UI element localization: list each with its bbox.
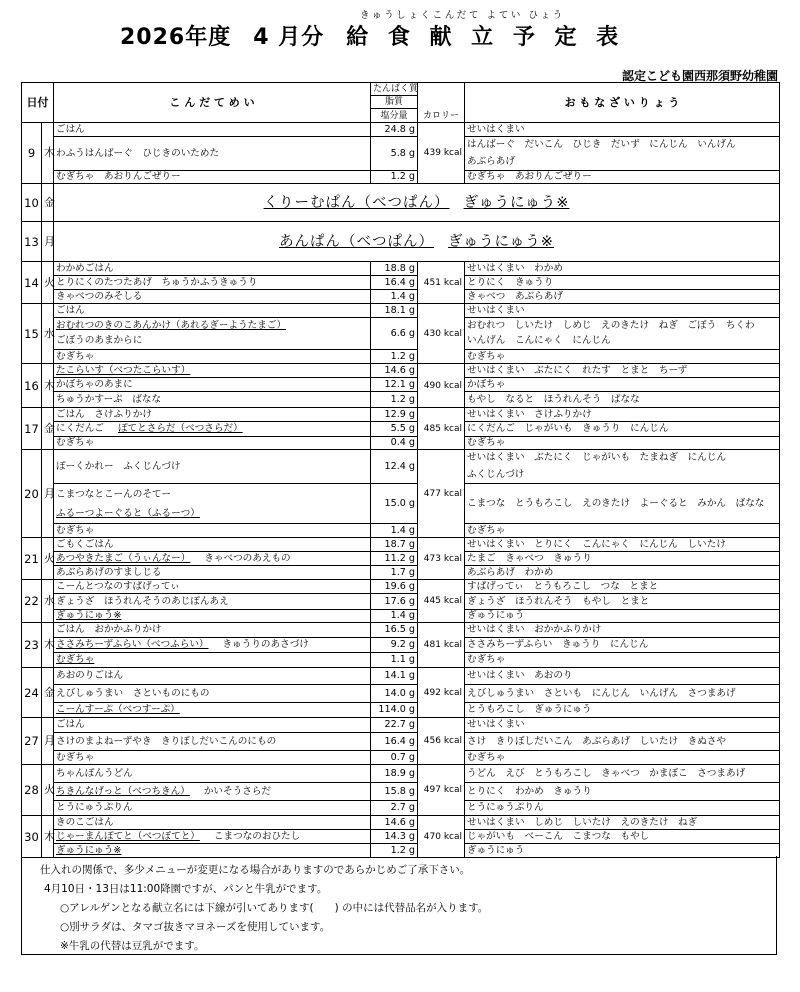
menu-item — [54, 610, 371, 623]
menu-item: ちゃんぽんうどん — [54, 765, 371, 783]
nutrition-value: 18.8 g — [371, 262, 418, 276]
school-name: 認定こども園西那須野幼稚園 — [621, 69, 778, 83]
ingredient-item: むぎちゃ あおりんごぜりー — [465, 171, 780, 184]
menu-item: こまつなとこーんのそてー — [54, 484, 371, 506]
nutrition-value: 1.2 g — [371, 350, 418, 364]
header-protein: たんぱく質 — [371, 83, 418, 96]
nutrition-value: 1.7 g — [371, 566, 418, 580]
nutrition-value: 2.7 g — [371, 801, 418, 816]
calorie-value: 497 kcal — [418, 765, 465, 816]
calorie-value: 490 kcal — [418, 364, 465, 408]
menu-item: とりにくのたつたあげ ちゅうかふうきゅうり — [54, 276, 371, 290]
nutrition-value: 15.0 g — [371, 484, 418, 524]
bread-day-banner — [54, 222, 780, 262]
ingredient-item: せいはくまい — [465, 123, 780, 137]
ingredient-item: むぎちゃ — [465, 437, 780, 450]
menu-item: えびしゅうまい さといものにもの — [54, 685, 371, 703]
nutrition-value: 18.9 g — [371, 765, 418, 783]
nutrition-value: 14.0 g — [371, 685, 418, 703]
ingredient-item: じゃがいも べーこん こまつな もやし — [465, 830, 780, 844]
ingredient-item: せいはくまい — [465, 304, 780, 318]
ingredient-item: さけ きりぼしだいこん あぶらあげ しいたけ きぬさや — [465, 733, 780, 751]
nutrition-value: 0.7 g — [371, 751, 418, 765]
ingredient-item: もやし なると ほうれんそう ばなな — [465, 392, 780, 408]
nutrition-value: 14.6 g — [371, 364, 418, 378]
title-month: 4 月分 — [253, 25, 325, 50]
day-10-date: 10 — [22, 184, 42, 222]
menu-item: ごはん さけふりかけ — [54, 408, 371, 422]
calorie-value: 451 kcal — [418, 262, 465, 304]
menu-item: ちゅうかすーぷ ばなな — [54, 392, 371, 408]
menu-item: かぼちゃのあまに — [54, 378, 371, 392]
menu-item — [54, 703, 371, 718]
note-line: 4月10日・13日は11:00降園ですが、パンと牛乳がでます。 — [44, 883, 328, 895]
day-30-date: 30 — [22, 816, 42, 858]
allergen-item: ささみちーずふらい（べつふらい） — [56, 639, 209, 650]
calorie-value: 456 kcal — [418, 718, 465, 765]
nutrition-value: 1.2 g — [371, 171, 418, 184]
ingredient-item: きゃべつ あぶらあげ — [465, 290, 780, 304]
ingredient-item: にくだんご じゃがいも きゅうり にんじん — [465, 422, 780, 437]
day-15-weekday: 水 — [42, 304, 54, 364]
ingredient-item: せいはくまい — [465, 718, 780, 733]
allergen-item: ぎゅうにゅう※ — [56, 844, 122, 856]
menu-item: ごもくごはん — [54, 538, 371, 552]
ingredient-item: ぎょうざ ほうれんそう もやし とまと — [465, 594, 780, 610]
milk-item: ぎゅうにゅう※ — [463, 194, 570, 211]
day-22-weekday: 水 — [42, 580, 54, 623]
menu-item: あおのりごはん — [54, 668, 371, 685]
allergen-item: こーんすーぷ（べつすーぷ） — [56, 704, 180, 715]
menu-item — [54, 830, 371, 844]
menu-item-part: こまつなのおひたし — [213, 830, 301, 842]
nutrition-value: 11.2 g — [371, 552, 418, 566]
day-28-date: 28 — [22, 765, 42, 816]
nutrition-value: 6.6 g — [371, 318, 418, 350]
nutrition-value: 12.4 g — [371, 450, 418, 484]
calorie-value: 439 kcal — [418, 123, 465, 184]
calorie-value: 492 kcal — [418, 668, 465, 718]
header-calorie: カロリー — [418, 83, 465, 123]
ingredient-item: えびしゅうまい さといも にんじん いんげん さつまあげ — [465, 685, 780, 703]
ingredient-item: あぶらあげ — [465, 154, 780, 171]
ingredient-item: たまご きゃべつ きゅうり — [465, 552, 780, 566]
nutrition-value: 18.7 g — [371, 538, 418, 552]
nutrition-value: 16.5 g — [371, 623, 418, 638]
nutrition-value: 5.5 g — [371, 422, 418, 437]
menu-item: わかめごはん — [54, 262, 371, 276]
nutrition-value: 9.2 g — [371, 638, 418, 653]
day-10-weekday: 金 — [42, 184, 54, 222]
nutrition-value: 12.1 g — [371, 378, 418, 392]
menu-item — [54, 653, 371, 668]
menu-item: さけのまよねーずやき きりぼしだいこんのにもの — [54, 733, 371, 751]
menu-item-part: きゃべつのあえもの — [204, 552, 291, 564]
menu-item: ぽーくかれー ふくじんづけ — [54, 450, 371, 484]
nutrition-value: 12.9 g — [371, 408, 418, 422]
calorie-value: 445 kcal — [418, 580, 465, 623]
nutrition-value: 18.1 g — [371, 304, 418, 318]
calorie-value: 477 kcal — [418, 450, 465, 538]
ingredient-item: おむれつ しいたけ しめじ えのきたけ ねぎ ごぼう ちくわ — [465, 318, 780, 334]
ingredient-item: とりにく わかめ きゅうり — [465, 783, 780, 801]
ingredient-item: とうにゅうぷりん — [465, 801, 780, 816]
allergen-item: おむれつのきのこあんかけ（あれるぎーようたまご） — [56, 319, 287, 331]
ingredient-item: むぎちゃ — [465, 350, 780, 364]
menu-item: きのこごはん — [54, 816, 371, 830]
nutrition-value: 16.4 g — [371, 276, 418, 290]
day-22-date: 22 — [22, 580, 42, 623]
title-ruby: きゅうしょくこんだて よてい ひょう — [360, 10, 565, 21]
nutrition-value: 0.4 g — [371, 437, 418, 450]
allergen-item: ぎゅうにゅう※ — [56, 610, 122, 621]
menu-item: むぎちゃ — [54, 437, 371, 450]
ingredient-item: せいはくまい さけふりかけ — [465, 408, 780, 422]
note-line: ○アレルゲンとなる献立名には下線が引いてあります( ) の中には代替品名が入ります。 — [60, 902, 489, 914]
ingredient-item: むぎちゃ — [465, 524, 780, 538]
allergen-item: じゃーまんぽてと（べつぽてと） — [56, 830, 200, 842]
nutrition-value: 22.7 g — [371, 718, 418, 733]
page-title — [120, 20, 624, 51]
day-16-weekday: 木 — [42, 364, 54, 408]
day-24-date: 24 — [22, 668, 42, 718]
nutrition-value: 1.4 g — [371, 290, 418, 304]
menu-table — [21, 82, 780, 858]
ingredient-item: むぎちゃ — [465, 653, 780, 668]
menu-item: きゃべつのみそしる — [54, 290, 371, 304]
menu-item-part: かいそうさらだ — [203, 785, 271, 797]
nutrition-value: 14.3 g — [371, 830, 418, 844]
allergen-item: ぽてとさらだ（べつさらだ） — [117, 423, 243, 434]
ingredient-item: すぱげってぃ とうもろこし つな とまと — [465, 580, 780, 594]
day-21-date: 21 — [22, 538, 42, 580]
menu-item: むぎちゃ — [54, 524, 371, 538]
nutrition-value: 1.2 g — [371, 392, 418, 408]
note-line: ○別サラダは、タマゴ抜きマヨネーズを使用しています。 — [60, 921, 331, 933]
day-30-weekday: 木 — [42, 816, 54, 858]
ingredient-item: はんばーぐ だいこん ひじき だいず にんじん いんげん — [465, 137, 780, 154]
menu-item-part: にくだんご — [56, 423, 104, 434]
day-21-weekday: 火 — [42, 538, 54, 580]
day-27-date: 27 — [22, 718, 42, 765]
calorie-value: 485 kcal — [418, 408, 465, 450]
menu-item: とうにゅうぷりん — [54, 801, 371, 816]
ingredient-item: せいはくまい しめじ しいたけ えのきたけ ねぎ — [465, 816, 780, 830]
allergen-item: ふるーつよーぐると（ふるーつ） — [56, 508, 200, 520]
calorie-value: 481 kcal — [418, 623, 465, 668]
ingredient-item: せいはくまい おかかふりかけ — [465, 623, 780, 638]
note-line: 仕入れの関係で、多少メニューが変更になる場合がありますのであらかじめご了承下さい。 — [40, 864, 471, 876]
allergen-item: たこらいす（べつたこらいす） — [56, 364, 191, 376]
header-ingredients: お も な ざ い り ょ う — [465, 83, 780, 123]
header-salt: 塩分量 — [371, 109, 418, 123]
ingredient-item: せいはくまい ぶたにく じゃがいも たまねぎ にんじん — [465, 450, 780, 467]
nutrition-value: 1.1 g — [371, 653, 418, 668]
day-13-weekday: 月 — [42, 222, 54, 262]
menu-item: むぎちゃ — [54, 751, 371, 765]
ingredient-item: せいはくまい ぶたにく れたす とまと ちーず — [465, 364, 780, 378]
menu-item: ごぼうのあまからに — [54, 334, 371, 350]
ingredient-item: ぎゅうにゅう — [465, 844, 780, 858]
ingredient-item: せいはくまい あおのり — [465, 668, 780, 685]
nutrition-value: 1.2 g — [371, 844, 418, 858]
day-9-date: 9 — [22, 123, 42, 184]
nutrition-value: 14.6 g — [371, 816, 418, 830]
nutrition-value: 14.1 g — [371, 668, 418, 685]
header-menu: こ ん だ て め い — [54, 83, 371, 123]
calorie-value: 470 kcal — [418, 816, 465, 858]
menu-item: わふうはんばーぐ ひじきのいためた — [54, 137, 371, 171]
ingredient-item: とうもろこし ぎゅうにゅう — [465, 703, 780, 718]
nutrition-value: 5.8 g — [371, 137, 418, 171]
day-16-date: 16 — [22, 364, 42, 408]
calorie-value: 430 kcal — [418, 304, 465, 364]
day-9-weekday: 木 — [42, 123, 54, 184]
menu-item — [54, 783, 371, 801]
ingredient-item: いんげん こんにゃく にんじん — [465, 334, 780, 350]
day-20-weekday: 月 — [42, 450, 54, 538]
day-14-date: 14 — [22, 262, 42, 304]
nutrition-value: 15.8 g — [371, 783, 418, 801]
ingredient-item: とりにく きゅうり — [465, 276, 780, 290]
menu-item — [54, 364, 371, 378]
day-17-date: 17 — [22, 408, 42, 450]
day-23-weekday: 木 — [42, 623, 54, 668]
nutrition-value: 1.4 g — [371, 610, 418, 623]
notes-box — [21, 856, 777, 955]
menu-item — [54, 552, 371, 566]
header-date: 日付 — [22, 83, 54, 123]
menu-item: ごはん おかかふりかけ — [54, 623, 371, 638]
menu-item: ごはん — [54, 304, 371, 318]
ingredient-item: うどん えび とうもろこし きゃべつ かまぼこ さつまあげ — [465, 765, 780, 783]
ingredient-item: ふくじんづけ — [465, 467, 780, 484]
day-13-date: 13 — [22, 222, 42, 262]
day-20-date: 20 — [22, 450, 42, 538]
calorie-value: 473 kcal — [418, 538, 465, 580]
ingredient-item: かぼちゃ — [465, 378, 780, 392]
bread-day-banner — [54, 184, 780, 222]
nutrition-value: 17.6 g — [371, 594, 418, 610]
header-fat: 脂質 — [371, 96, 418, 109]
note-line: ※牛乳の代替は豆乳がでます。 — [60, 940, 205, 952]
ingredient-item: ぎゅうにゅう — [465, 610, 780, 623]
nutrition-value: 114.0 g — [371, 703, 418, 718]
allergen-item: あつやきたまご（うぃんなー） — [56, 552, 191, 564]
milk-item: ぎゅうにゅう※ — [448, 233, 554, 250]
menu-item: むぎちゃ — [54, 350, 371, 364]
day-14-weekday: 火 — [42, 262, 54, 304]
menu-item: ぎょうざ ほうれんそうのあじぽんあえ — [54, 594, 371, 610]
title-name: 給 食 献 立 予 定 表 — [346, 25, 625, 50]
menu-item: ごはん — [54, 123, 371, 137]
menu-item-part: きゅうりのあさづけ — [222, 639, 309, 650]
ingredient-item: ささみちーずふらい きゅうり にんじん — [465, 638, 780, 653]
allergen-item: むぎちゃ — [56, 654, 95, 665]
menu-item — [54, 318, 371, 334]
menu-item — [54, 506, 371, 524]
ingredient-item: むぎちゃ — [465, 751, 780, 765]
day-27-weekday: 月 — [42, 718, 54, 765]
menu-item: こーんとつなのすぱげってぃ — [54, 580, 371, 594]
day-15-date: 15 — [22, 304, 42, 364]
nutrition-value: 1.4 g — [371, 524, 418, 538]
title-year: 2026年度 — [120, 25, 232, 50]
day-23-date: 23 — [22, 623, 42, 668]
ingredient-item: せいはくまい わかめ — [465, 262, 780, 276]
bread-item: くりーむぱん（べつぱん） — [263, 194, 450, 211]
menu-item — [54, 638, 371, 653]
nutrition-value: 16.4 g — [371, 733, 418, 751]
menu-item: むぎちゃ あおりんごぜりー — [54, 171, 371, 184]
nutrition-value: 24.8 g — [371, 123, 418, 137]
menu-item — [54, 422, 371, 437]
allergen-item: ちきんなげっと（べつちきん） — [56, 785, 190, 797]
day-17-weekday: 金 — [42, 408, 54, 450]
ingredient-item: あぶらあげ わかめ — [465, 566, 780, 580]
menu-item: あぶらあげのすましじる — [54, 566, 371, 580]
bread-item: あんぱん（べつぱん） — [279, 233, 435, 250]
ingredient-item: こまつな とうもろこし えのきたけ よーぐると みかん ばなな — [465, 484, 780, 524]
nutrition-value: 19.6 g — [371, 580, 418, 594]
ingredient-item: せいはくまい とりにく こんにゃく にんじん しいたけ — [465, 538, 780, 552]
day-24-weekday: 金 — [42, 668, 54, 718]
menu-item: ごはん — [54, 718, 371, 733]
day-28-weekday: 火 — [42, 765, 54, 816]
